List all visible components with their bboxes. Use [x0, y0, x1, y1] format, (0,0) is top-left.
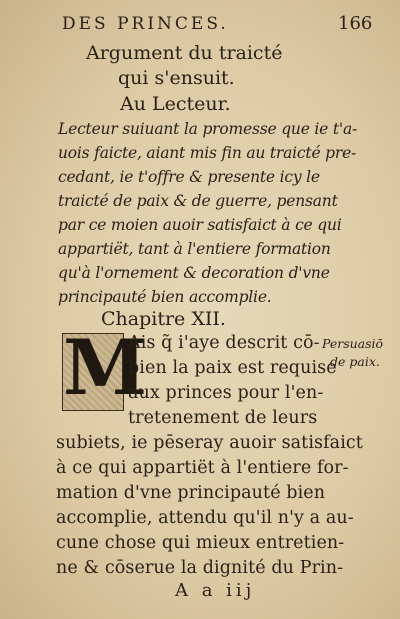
chapter-text-line: accomplie, attendu qu'il n'y a au-: [56, 508, 354, 528]
marginal-note-line-2: de paix.: [330, 354, 380, 369]
reader-text-line: par ce moien auoir satisfaict à ce qui: [58, 216, 342, 234]
chapter-text-line: cune chose qui mieux entretien-: [56, 533, 345, 553]
chapter-text-line: bien la paix est requise: [128, 358, 337, 378]
page-number: 166: [338, 13, 373, 34]
reader-text-line: traicté de paix & de guerre, pensant: [58, 192, 338, 210]
chapter-text-line: à ce qui appartiët à l'entiere for-: [56, 458, 349, 478]
reader-text-line: Lecteur suiuant la promesse que ie t'a-: [58, 120, 358, 138]
marginal-note-line-1: Persuasiō: [322, 336, 384, 351]
to-reader-heading: Au Lecteur.: [120, 93, 231, 115]
reader-text-line: principauté bien accomplie.: [58, 288, 272, 306]
chapter-text-line: tretenement de leurs: [128, 408, 318, 428]
reader-text-line: uois faicte, aiant mis fin au traicté pre-: [58, 144, 357, 162]
reader-text-line: cedant, ie t'offre & presente icy le: [58, 168, 320, 186]
signature-mark: A a iij: [175, 580, 256, 601]
argument-title-line-1: Argument du traicté: [86, 42, 283, 64]
reader-text-line: qu'à l'ornement & decoration d'vne: [58, 264, 330, 282]
chapter-text-line: mation d'vne principauté bien: [56, 483, 326, 503]
initial-letter: M: [63, 323, 148, 412]
chapter-heading: Chapitre XII.: [101, 308, 226, 330]
reader-text-line: appartiët, tant à l'entiere formation: [58, 240, 331, 258]
running-head: DES PRINCES.: [62, 14, 229, 34]
chapter-text-line: Ais q̃ i'aye descrit cō-: [128, 333, 320, 353]
chapter-text-line: aux princes pour l'en-: [128, 383, 324, 403]
argument-title-line-2: qui s'ensuit.: [118, 67, 235, 89]
decorated-initial: [62, 323, 148, 412]
chapter-text-line: subiets, ie pēseray auoir satisfaict: [56, 433, 363, 453]
chapter-text-line: ne & cōserue la dignité du Prin-: [56, 558, 344, 578]
